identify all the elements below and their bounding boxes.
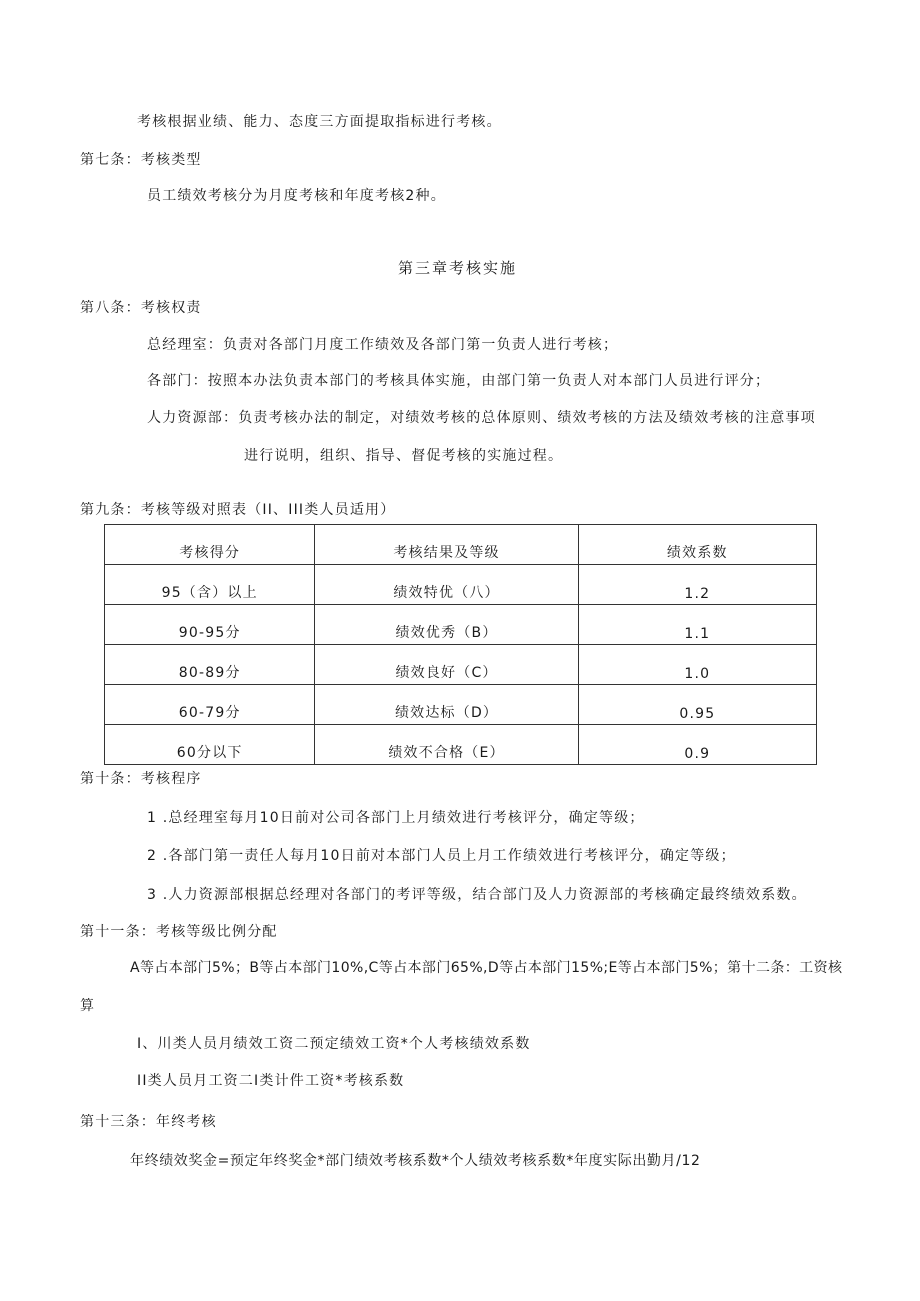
cell-score: 90-95分 [105, 605, 315, 645]
cell-result: 绩效良好（C） [315, 645, 578, 685]
cell-score: 60分以下 [105, 725, 315, 765]
cell-coefficient: 0.9 [578, 725, 816, 765]
cell-coefficient: 1.2 [578, 565, 816, 605]
article-8-item-departments: 各部门：按照本办法负责本部门的考核具体实施，由部门第一负责人对本部门人员进行评分； [147, 373, 771, 389]
article-8-title: 第八条：考核权责 [80, 300, 202, 316]
cell-score: 95（含）以上 [105, 565, 315, 605]
grade-table [104, 524, 817, 765]
article-12-formula-1: I、川类人员月绩效工资二预定绩效工资*个人考核绩效系数 [137, 1036, 531, 1052]
article-10-title: 第十条：考核程序 [80, 771, 202, 787]
cell-coefficient: 1.0 [578, 645, 816, 685]
article-10-step-1: 1 .总经理室每月10日前对公司各部门上月绩效进行考核评分，确定等级； [147, 810, 645, 826]
article-9-title: 第九条：考核等级对照表（II、III类人员适用） [80, 502, 396, 518]
cell-score: 60-79分 [105, 685, 315, 725]
article-13-formula: 年终绩效奖金=预定年终奖金*部门绩效考核系数*个人绩效考核系数*年度实际出勤月/12 [130, 1153, 701, 1169]
cell-result: 绩效优秀（B） [315, 605, 578, 645]
article-10-step-3: 3 .人力资源部根据总经理对各部门的考评等级，结合部门及人力资源部的考核确定最终绩效系数。 [147, 887, 807, 903]
article-8-item-gm-office: 总经理室：负责对各部门月度工作绩效及各部门第一负责人进行考核； [147, 337, 619, 353]
header-result: 考核结果及等级 [315, 525, 578, 565]
grade-table-header [105, 525, 817, 565]
table-row [105, 645, 817, 685]
article-10-step-2: 2 .各部门第一责任人每月10日前对本部门人员上月工作绩效进行考核评分，确定等级； [147, 848, 736, 864]
cell-coefficient: 1.1 [578, 605, 816, 645]
intro-paragraph: 考核根据业绩、能力、态度三方面提取指标进行考核。 [137, 114, 502, 130]
article-8-item-hr: 人力资源部：负责考核办法的制定，对绩效考核的总体原则、绩效考核的方法及绩效考核的注意事项 [147, 410, 816, 426]
cell-coefficient: 0.95 [578, 685, 816, 725]
article-7-body: 员工绩效考核分为月度考核和年度考核2种。 [147, 188, 446, 204]
table-row [105, 685, 817, 725]
header-coefficient: 绩效系数 [578, 525, 816, 565]
table-row [105, 605, 817, 645]
table-row [105, 725, 817, 765]
article-11-title: 第十一条：考核等级比例分配 [80, 924, 278, 940]
cell-result: 绩效特优（八） [315, 565, 578, 605]
chapter-3-heading: 第三章考核实施 [398, 259, 518, 277]
article-11-ratio-cont: 算 [80, 998, 96, 1014]
article-12-formula-2: II类人员月工资二I类计件工资*考核系数 [137, 1073, 405, 1089]
article-13-title: 第十三条：年终考核 [80, 1114, 217, 1130]
cell-score: 80-89分 [105, 645, 315, 685]
article-7-title: 第七条：考核类型 [80, 152, 202, 168]
cell-result: 绩效不合格（E） [315, 725, 578, 765]
header-score: 考核得分 [105, 525, 315, 565]
table-row [105, 565, 817, 605]
article-11-ratio: A等占本部门5%；B等占本部门10%,C等占本部门65%,D等占本部门15%;E等占本部门5%；第十二条：工资核 [130, 960, 843, 976]
cell-result: 绩效达标（D） [315, 685, 578, 725]
article-8-item-hr-cont: 进行说明，组织、指导、督促考核的实施过程。 [244, 448, 564, 464]
